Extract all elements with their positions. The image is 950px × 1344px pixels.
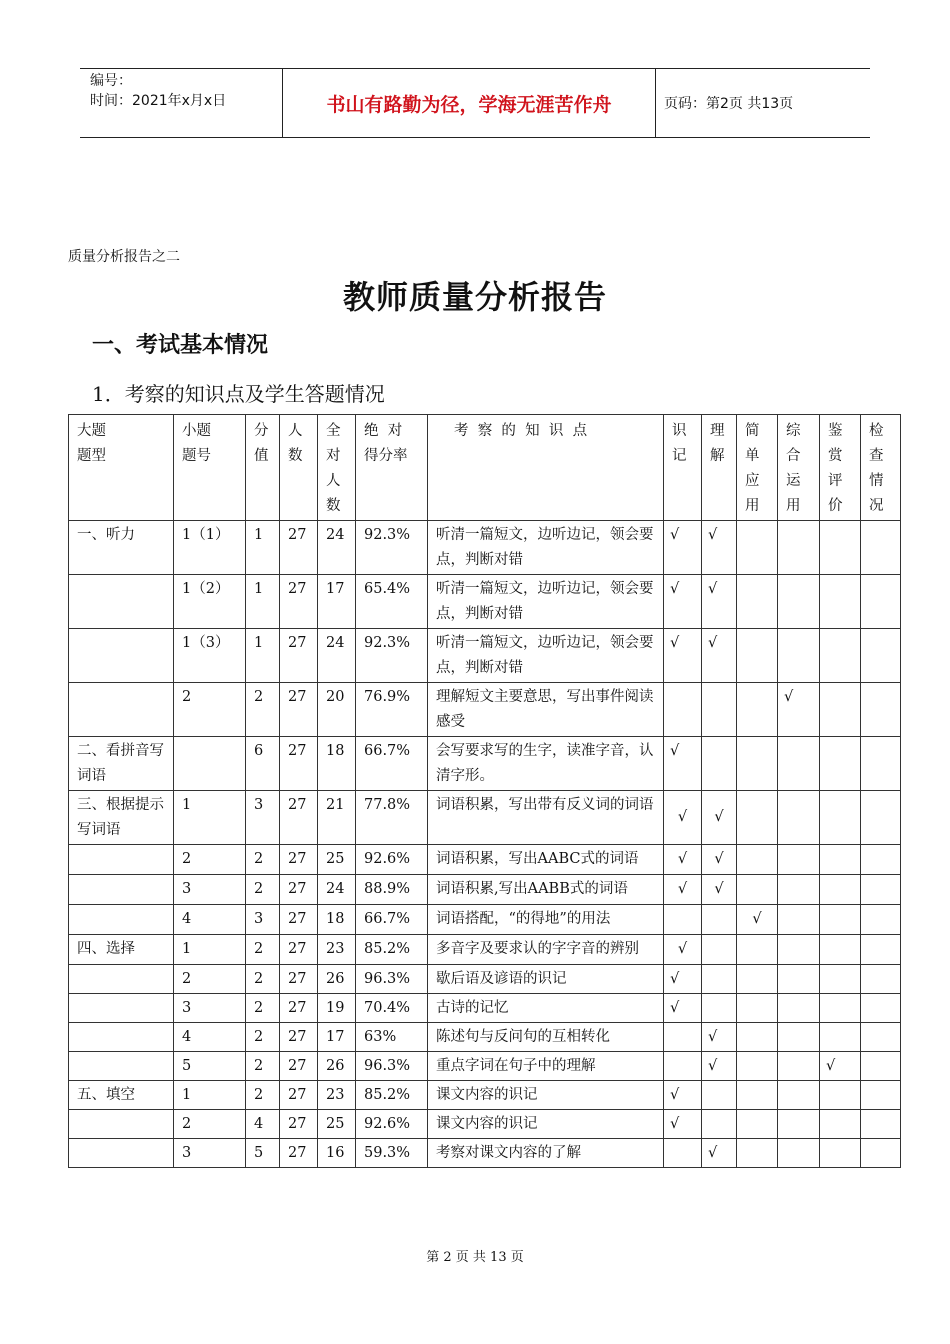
mark-apply: [737, 994, 778, 1023]
mark-recall: √: [664, 575, 702, 629]
cell-rate: 96.3%: [356, 1052, 428, 1081]
mark-apply: [737, 965, 778, 994]
mark-comprehensive: [778, 965, 820, 994]
cell-type: 四、选择: [69, 935, 174, 965]
cell-rate: 85.2%: [356, 935, 428, 965]
cell-subno: 2: [174, 845, 246, 875]
cell-correct: 18: [318, 737, 356, 791]
cell-people: 27: [280, 737, 318, 791]
page-footer: 第 2 页 共 13 页: [426, 1250, 524, 1265]
mark-understand: √: [702, 629, 737, 683]
table-row: [69, 683, 901, 737]
header-check: 检 查 情 况: [861, 415, 901, 521]
cell-subno: 1（2）: [174, 575, 246, 629]
header-correct: 全 对 人 数: [318, 415, 356, 521]
header-people: 人 数: [280, 415, 318, 521]
mark-apply: [737, 683, 778, 737]
cell-knowledge: 古诗的记忆: [428, 994, 664, 1023]
mark-apply: [737, 1081, 778, 1110]
cell-knowledge: 课文内容的识记: [428, 1110, 664, 1139]
table-row: [69, 935, 901, 965]
header-rate: 绝 对 得分率: [356, 415, 428, 521]
mark-appreciate: [820, 683, 861, 737]
cell-score: 2: [246, 994, 280, 1023]
page-header: [80, 68, 870, 138]
cell-correct: 21: [318, 791, 356, 845]
cell-rate: 66.7%: [356, 737, 428, 791]
mark-check: [861, 994, 901, 1023]
cell-score: 2: [246, 683, 280, 737]
mark-recall: √: [664, 737, 702, 791]
mark-apply: [737, 1052, 778, 1081]
cell-subno: 2: [174, 1110, 246, 1139]
mark-appreciate: [820, 875, 861, 905]
table-header-row: [69, 415, 901, 521]
mark-recall: √: [664, 994, 702, 1023]
cell-type: 三、根据提示写词语: [69, 791, 174, 845]
table-row: [69, 737, 901, 791]
cell-subno: 1（1）: [174, 521, 246, 575]
table-row: [69, 1023, 901, 1052]
cell-knowledge: 会写要求写的生字，读准字音，认清字形。: [428, 737, 664, 791]
cell-subno: 2: [174, 683, 246, 737]
cell-subno: [174, 737, 246, 791]
mark-check: [861, 521, 901, 575]
doc-subtitle: 质量分析报告之二: [68, 249, 180, 265]
cell-correct: 26: [318, 965, 356, 994]
cell-knowledge: 歇后语及谚语的识记: [428, 965, 664, 994]
cell-rate: 85.2%: [356, 1081, 428, 1110]
mark-recall: √: [664, 875, 702, 905]
cell-correct: 23: [318, 935, 356, 965]
cell-subno: 1: [174, 791, 246, 845]
mark-apply: [737, 875, 778, 905]
cell-people: 27: [280, 994, 318, 1023]
mark-understand: [702, 737, 737, 791]
cell-type: [69, 629, 174, 683]
mark-comprehensive: [778, 1139, 820, 1168]
cell-type: [69, 965, 174, 994]
cell-rate: 59.3%: [356, 1139, 428, 1168]
cell-score: 1: [246, 575, 280, 629]
cell-subno: 1: [174, 935, 246, 965]
mark-check: [861, 629, 901, 683]
cell-people: 27: [280, 791, 318, 845]
cell-correct: 24: [318, 875, 356, 905]
header-comprehensive: 综 合 运 用: [778, 415, 820, 521]
cell-knowledge: 词语积累，写出带有反义词的词语: [428, 791, 664, 845]
analysis-table: [68, 414, 901, 1168]
mark-comprehensive: [778, 521, 820, 575]
header-appreciate: 鉴 赏 评 价: [820, 415, 861, 521]
mark-comprehensive: [778, 994, 820, 1023]
cell-rate: 96.3%: [356, 965, 428, 994]
mark-understand: [702, 683, 737, 737]
mark-check: [861, 1139, 901, 1168]
cell-correct: 17: [318, 1023, 356, 1052]
cell-people: 27: [280, 1139, 318, 1168]
cell-knowledge: 理解短文主要意思，写出事件阅读感受: [428, 683, 664, 737]
cell-correct: 25: [318, 845, 356, 875]
cell-people: 27: [280, 629, 318, 683]
mark-comprehensive: [778, 575, 820, 629]
header-score: 分 值: [246, 415, 280, 521]
header-number: 编号：: [90, 73, 132, 89]
mark-appreciate: [820, 965, 861, 994]
mark-appreciate: [820, 845, 861, 875]
mark-comprehensive: [778, 737, 820, 791]
cell-knowledge: 陈述句与反问句的互相转化: [428, 1023, 664, 1052]
table-row: [69, 875, 901, 905]
cell-people: 27: [280, 575, 318, 629]
cell-type: [69, 875, 174, 905]
cell-score: 5: [246, 1139, 280, 1168]
mark-comprehensive: [778, 875, 820, 905]
mark-understand: √: [702, 845, 737, 875]
cell-people: 27: [280, 845, 318, 875]
mark-understand: [702, 994, 737, 1023]
table-row: [69, 905, 901, 935]
cell-type: [69, 905, 174, 935]
mark-recall: √: [664, 1110, 702, 1139]
cell-correct: 24: [318, 521, 356, 575]
mark-check: [861, 737, 901, 791]
cell-rate: 92.6%: [356, 845, 428, 875]
cell-correct: 23: [318, 1081, 356, 1110]
mark-understand: √: [702, 875, 737, 905]
cell-type: 一、听力: [69, 521, 174, 575]
mark-comprehensive: [778, 1081, 820, 1110]
mark-check: [861, 845, 901, 875]
cell-type: [69, 1052, 174, 1081]
mark-recall: [664, 905, 702, 935]
cell-people: 27: [280, 935, 318, 965]
cell-type: [69, 683, 174, 737]
mark-apply: [737, 1139, 778, 1168]
header-knowledge: 考 察 的 知 识 点: [428, 415, 664, 521]
cell-correct: 18: [318, 905, 356, 935]
cell-score: 2: [246, 1052, 280, 1081]
mark-apply: √: [737, 905, 778, 935]
table-row: [69, 791, 901, 845]
cell-rate: 88.9%: [356, 875, 428, 905]
cell-score: 1: [246, 629, 280, 683]
cell-correct: 19: [318, 994, 356, 1023]
cell-score: 2: [246, 1023, 280, 1052]
mark-appreciate: [820, 1023, 861, 1052]
cell-correct: 26: [318, 1052, 356, 1081]
mark-recall: √: [664, 845, 702, 875]
mark-comprehensive: [778, 845, 820, 875]
cell-type: [69, 845, 174, 875]
cell-score: 4: [246, 1110, 280, 1139]
cell-type: 二、看拼音写词语: [69, 737, 174, 791]
cell-knowledge: 听清一篇短文，边听边记，领会要点，判断对错: [428, 521, 664, 575]
cell-type: [69, 575, 174, 629]
cell-subno: 3: [174, 875, 246, 905]
mark-appreciate: [820, 935, 861, 965]
mark-recall: √: [664, 935, 702, 965]
mark-apply: [737, 629, 778, 683]
mark-check: [861, 965, 901, 994]
mark-appreciate: [820, 575, 861, 629]
mark-check: [861, 683, 901, 737]
mark-appreciate: [820, 905, 861, 935]
cell-rate: 65.4%: [356, 575, 428, 629]
mark-check: [861, 935, 901, 965]
mark-comprehensive: [778, 629, 820, 683]
mark-apply: [737, 935, 778, 965]
mark-recall: [664, 1023, 702, 1052]
mark-understand: √: [702, 1139, 737, 1168]
mark-understand: [702, 935, 737, 965]
mark-check: [861, 1052, 901, 1081]
mark-comprehensive: √: [778, 683, 820, 737]
cell-correct: 20: [318, 683, 356, 737]
cell-subno: 3: [174, 994, 246, 1023]
cell-correct: 24: [318, 629, 356, 683]
mark-check: [861, 1081, 901, 1110]
cell-rate: 76.9%: [356, 683, 428, 737]
mark-recall: [664, 1052, 702, 1081]
cell-score: 2: [246, 965, 280, 994]
mark-understand: √: [702, 575, 737, 629]
mark-understand: √: [702, 791, 737, 845]
mark-apply: [737, 575, 778, 629]
cell-knowledge: 听清一篇短文，边听边记，领会要点，判断对错: [428, 629, 664, 683]
table-row: [69, 965, 901, 994]
cell-people: 27: [280, 905, 318, 935]
mark-apply: [737, 845, 778, 875]
mark-apply: [737, 1110, 778, 1139]
table-row: [69, 1139, 901, 1168]
cell-score: 6: [246, 737, 280, 791]
header-apply: 简 单 应 用: [737, 415, 778, 521]
mark-recall: [664, 683, 702, 737]
mark-appreciate: [820, 1110, 861, 1139]
cell-correct: 16: [318, 1139, 356, 1168]
cell-score: 2: [246, 1081, 280, 1110]
cell-score: 3: [246, 905, 280, 935]
mark-comprehensive: [778, 1110, 820, 1139]
mark-apply: [737, 521, 778, 575]
table-row: [69, 994, 901, 1023]
cell-score: 2: [246, 935, 280, 965]
header-time: 时间：2021年x月x日: [90, 93, 227, 109]
table-row: [69, 629, 901, 683]
cell-correct: 17: [318, 575, 356, 629]
cell-people: 27: [280, 1081, 318, 1110]
mark-appreciate: [820, 994, 861, 1023]
cell-knowledge: 课文内容的识记: [428, 1081, 664, 1110]
header-meta: [90, 71, 226, 111]
cell-knowledge: 词语搭配，“的得地”的用法: [428, 905, 664, 935]
mark-check: [861, 791, 901, 845]
cell-score: 1: [246, 521, 280, 575]
mark-check: [861, 875, 901, 905]
mark-understand: √: [702, 1052, 737, 1081]
cell-subno: 2: [174, 965, 246, 994]
table-row: [69, 1052, 901, 1081]
mark-appreciate: [820, 791, 861, 845]
cell-people: 27: [280, 1110, 318, 1139]
cell-subno: 5: [174, 1052, 246, 1081]
mark-recall: √: [664, 629, 702, 683]
mark-appreciate: [820, 1081, 861, 1110]
header-subno: 小题 题号: [174, 415, 246, 521]
cell-score: 2: [246, 845, 280, 875]
cell-subno: 4: [174, 905, 246, 935]
mark-apply: [737, 1023, 778, 1052]
mark-comprehensive: [778, 905, 820, 935]
mark-appreciate: [820, 521, 861, 575]
cell-rate: 92.3%: [356, 521, 428, 575]
cell-rate: 77.8%: [356, 791, 428, 845]
mark-appreciate: [820, 1139, 861, 1168]
mark-check: [861, 575, 901, 629]
mark-recall: √: [664, 965, 702, 994]
cell-type: [69, 994, 174, 1023]
mark-check: [861, 905, 901, 935]
table-row: [69, 845, 901, 875]
cell-rate: 92.6%: [356, 1110, 428, 1139]
table-row: [69, 521, 901, 575]
cell-rate: 70.4%: [356, 994, 428, 1023]
mark-comprehensive: [778, 791, 820, 845]
mark-comprehensive: [778, 935, 820, 965]
mark-appreciate: √: [820, 1052, 861, 1081]
mark-understand: [702, 965, 737, 994]
mark-comprehensive: [778, 1023, 820, 1052]
cell-subno: 4: [174, 1023, 246, 1052]
cell-people: 27: [280, 1023, 318, 1052]
mark-recall: [664, 1139, 702, 1168]
cell-knowledge: 词语积累,写出AABB式的词语: [428, 875, 664, 905]
cell-knowledge: 听清一篇短文，边听边记，领会要点，判断对错: [428, 575, 664, 629]
header-motto: 书山有路勤为径，学海无涯苦作舟: [282, 69, 656, 137]
cell-knowledge: 重点字词在句子中的理解: [428, 1052, 664, 1081]
mark-appreciate: [820, 737, 861, 791]
cell-people: 27: [280, 875, 318, 905]
cell-people: 27: [280, 965, 318, 994]
cell-correct: 25: [318, 1110, 356, 1139]
table-row: [69, 1110, 901, 1139]
header-page-info: 页码：第2页 共13页: [664, 96, 794, 112]
mark-understand: √: [702, 1023, 737, 1052]
mark-recall: √: [664, 1081, 702, 1110]
cell-score: 2: [246, 875, 280, 905]
section-heading: 一、考试基本情况: [92, 333, 269, 358]
cell-knowledge: 考察对课文内容的了解: [428, 1139, 664, 1168]
table-row: [69, 575, 901, 629]
mark-understand: [702, 1110, 737, 1139]
cell-people: 27: [280, 683, 318, 737]
cell-subno: 1: [174, 1081, 246, 1110]
mark-appreciate: [820, 629, 861, 683]
mark-recall: √: [664, 791, 702, 845]
cell-people: 27: [280, 521, 318, 575]
mark-apply: [737, 737, 778, 791]
mark-check: [861, 1110, 901, 1139]
cell-knowledge: 词语积累，写出AABC式的词语: [428, 845, 664, 875]
header-type: 大题 题型: [69, 415, 174, 521]
cell-people: 27: [280, 1052, 318, 1081]
cell-subno: 1（3）: [174, 629, 246, 683]
mark-comprehensive: [778, 1052, 820, 1081]
doc-title: 教师质量分析报告: [342, 278, 607, 316]
cell-type: [69, 1139, 174, 1168]
cell-type: [69, 1023, 174, 1052]
cell-subno: 3: [174, 1139, 246, 1168]
cell-type: [69, 1110, 174, 1139]
cell-score: 3: [246, 791, 280, 845]
mark-understand: [702, 1081, 737, 1110]
mark-understand: [702, 905, 737, 935]
header-understand: 理 解: [702, 415, 737, 521]
mark-apply: [737, 791, 778, 845]
cell-rate: 63%: [356, 1023, 428, 1052]
cell-type: 五、填空: [69, 1081, 174, 1110]
cell-rate: 66.7%: [356, 905, 428, 935]
mark-understand: √: [702, 521, 737, 575]
cell-knowledge: 多音字及要求认的字字音的辨别: [428, 935, 664, 965]
mark-check: [861, 1023, 901, 1052]
subsection-heading: 1．考察的知识点及学生答题情况: [92, 382, 385, 406]
mark-recall: √: [664, 521, 702, 575]
table-row: [69, 1081, 901, 1110]
cell-rate: 92.3%: [356, 629, 428, 683]
header-recall: 识 记: [664, 415, 702, 521]
